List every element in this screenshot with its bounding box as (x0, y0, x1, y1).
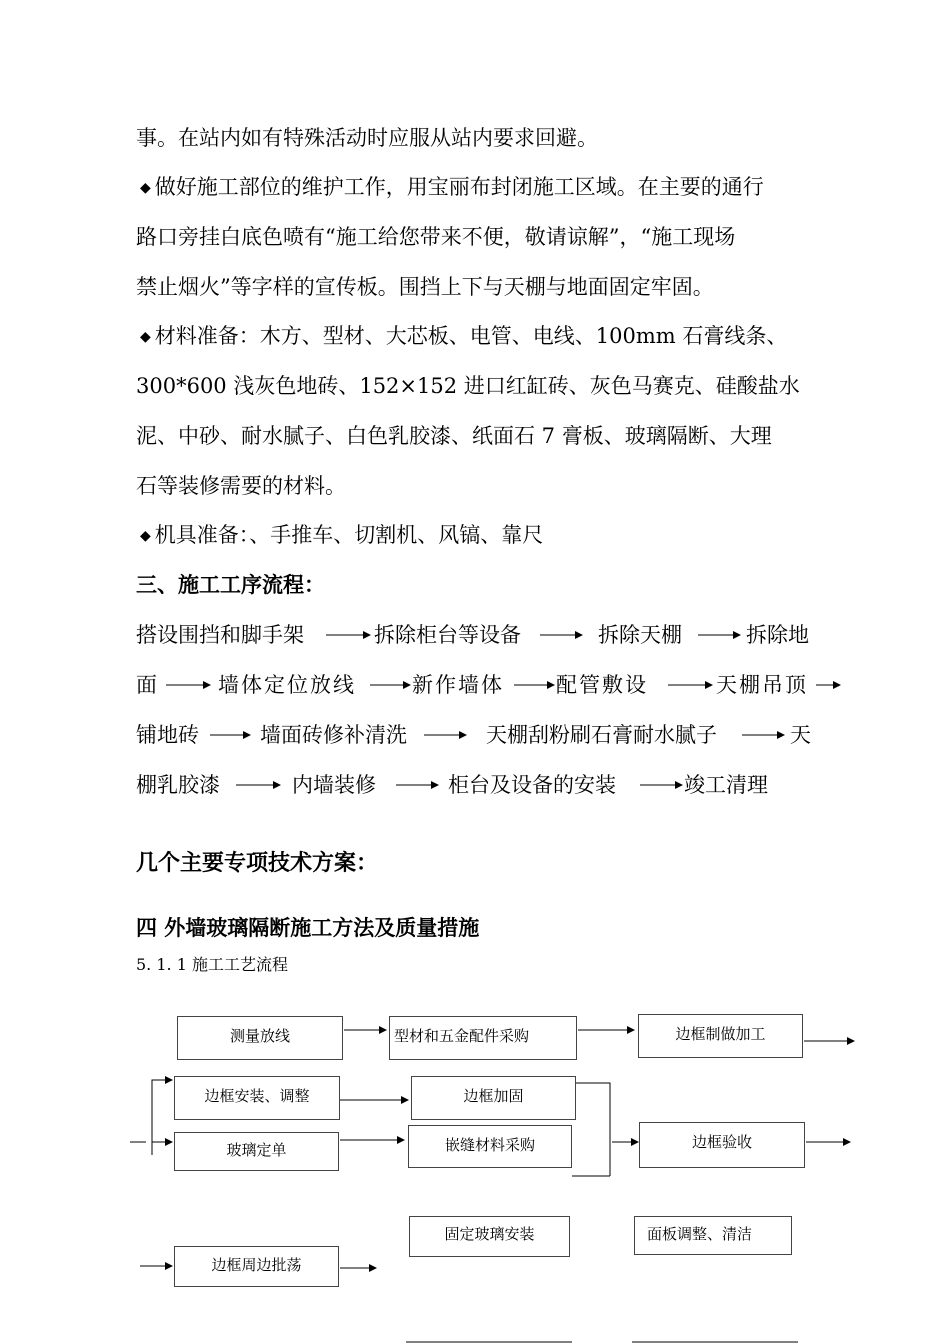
process-step: 天棚刮粉刷石膏耐水腻子 (486, 723, 717, 747)
process-step: 天棚吊顶 (716, 673, 808, 697)
flow-box-frame-edge: 边框周边批荡 (174, 1246, 339, 1287)
text-line: 泥、中砂、耐水腻子、白色乳胶漆、纸面石 7 膏板、玻璃隔断、大理 (136, 424, 772, 448)
process-step: 内墙装修 (292, 773, 376, 797)
process-step: 拆除柜台等设备 (374, 623, 521, 647)
flow-box-seal-procure: 嵌缝材料采购 (408, 1125, 572, 1168)
process-step: 墙面砖修补清洗 (260, 723, 407, 747)
flow-box-frame-install: 边框安装、调整 (174, 1076, 340, 1120)
text-line: 300*600 浅灰色地砖、152×152 进口红缸砖、灰色马赛克、硅酸盐水 (136, 374, 800, 398)
subsection-heading: 5. 1. 1 施工工艺流程 (136, 955, 288, 974)
section-heading: 四 外墙玻璃隔断施工方法及质量措施 (136, 915, 480, 940)
diamond-bullet-icon: ◆ (140, 180, 151, 196)
text-line: 做好施工部位的维护工作，用宝丽布封闭施工区域。在主要的通行 (154, 175, 764, 199)
process-step: 竣工清理 (684, 773, 768, 797)
flow-box-survey: 测量放线 (177, 1016, 343, 1060)
process-step: 新作墙体 (412, 673, 504, 697)
process-step: 墙体定位放线 (218, 673, 356, 697)
text-line: 路口旁挂白底色喷有“施工给您带来不便，敬请谅解”，“施工现场 (136, 225, 736, 249)
process-step: 天 (790, 723, 811, 747)
process-step: 配管敷设 (556, 673, 648, 697)
flow-box-glass-install: 固定玻璃安装 (409, 1216, 570, 1257)
text-line: 机具准备：、手推车、切割机、风镐、靠尺 (154, 523, 544, 547)
flow-box-glass-order: 玻璃定单 (174, 1132, 339, 1171)
flow-box-frame-reinforce: 边框加固 (411, 1076, 576, 1120)
process-step: 搭设围挡和脚手架 (136, 623, 304, 647)
process-step: 面 (136, 673, 159, 697)
process-step: 柜台及设备的安装 (448, 773, 616, 797)
text-line: 材料准备：木方、型材、大芯板、电管、电线、100mm 石膏线条、 (154, 324, 788, 348)
text-line: 禁止烟火”等字样的宣传板。围挡上下与天棚与地面固定牢固。 (136, 275, 714, 299)
process-step: 拆除天棚 (598, 623, 682, 647)
connector-line (152, 1080, 172, 1155)
flow-box-frame-accept: 边框验收 (639, 1122, 805, 1168)
process-step: 棚乳胶漆 (136, 773, 220, 797)
process-step: 拆除地 (746, 623, 809, 647)
flow-box-panel-adjust: 面板调整、清洁 (634, 1216, 792, 1255)
process-step: 铺地砖 (136, 723, 199, 747)
connector-line (576, 1083, 610, 1176)
flow-box-procure: 型材和五金配件采购 (389, 1016, 577, 1060)
diamond-bullet-icon: ◆ (140, 329, 151, 345)
section-heading: 三、施工工序流程： (136, 572, 325, 597)
diamond-bullet-icon: ◆ (140, 528, 151, 544)
section-heading: 几个主要专项技术方案： (136, 850, 379, 876)
text-line: 石等装修需要的材料。 (136, 474, 346, 498)
text-line: 事。在站内如有特殊活动时应服从站内要求回避。 (136, 126, 598, 150)
flow-box-frame-make: 边框制做加工 (638, 1014, 803, 1058)
